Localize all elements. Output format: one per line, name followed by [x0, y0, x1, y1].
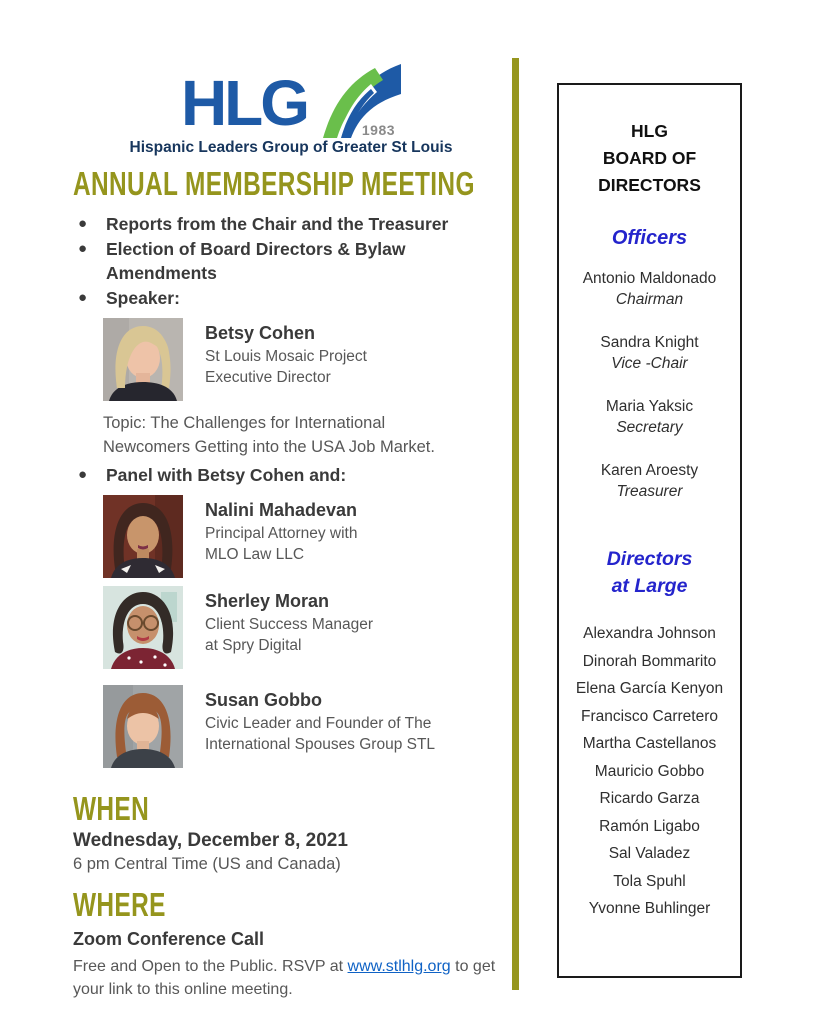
speaker-name: Betsy Cohen	[205, 323, 316, 343]
officer-entry	[559, 268, 740, 310]
agenda-item-text: Election of Board Directors & Bylaw	[106, 239, 406, 259]
director-name: Tola Spuhl	[613, 872, 686, 890]
officer-title: Secretary	[616, 419, 683, 436]
vertical-divider	[512, 58, 519, 990]
officer-name: Sandra Knight	[600, 334, 699, 351]
speaker-row	[103, 318, 509, 401]
event-date: Wednesday, December 8, 2021	[73, 830, 348, 851]
director-name: Dinorah Bommarito	[582, 652, 717, 670]
panel-heading-text: Panel with Betsy Cohen and:	[106, 465, 347, 485]
panelist-name: Susan Gobbo	[205, 690, 322, 710]
panelist-row	[103, 495, 509, 578]
director-name: Alexandra Johnson	[583, 625, 716, 642]
board-panel	[557, 83, 742, 978]
event-method: Zoom Conference Call	[73, 929, 265, 949]
agenda-item	[73, 237, 509, 285]
officer-name: Maria Yaksic	[605, 398, 694, 415]
panelist-role: International Spouses Group STL	[205, 736, 436, 753]
panelist-row	[103, 586, 509, 669]
agenda-item	[73, 286, 509, 310]
officer-title: Chairman	[615, 291, 684, 308]
agenda-list	[73, 212, 509, 310]
officer-entry	[559, 460, 740, 502]
rsvp-link[interactable]: www.stlhlg.org	[347, 958, 451, 975]
panelist-name: Nalini Mahadevan	[205, 500, 358, 520]
officer-name: Antonio Maldonado	[582, 270, 717, 287]
panelist-role: Principal Attorney with	[205, 524, 358, 542]
panel-heading-item	[73, 463, 509, 487]
when-heading: WHEN	[73, 790, 150, 827]
officer-entry	[559, 332, 740, 374]
bullet-dot-icon: ●	[78, 289, 88, 306]
panelist-role: Civic Leader and Founder of The	[205, 714, 432, 732]
agenda-item-text: Amendments	[106, 263, 217, 283]
officer-name: Karen Aroesty	[600, 462, 699, 479]
board-title: HLG BOARD OF DIRECTORS	[598, 121, 701, 195]
director-name: Mauricio Gobbo	[594, 762, 705, 780]
director-name: Ramón Ligabo	[599, 817, 700, 835]
where-heading: WHERE	[73, 886, 166, 923]
agenda-item	[73, 212, 509, 236]
title-block	[73, 165, 509, 202]
logo-swoosh-icon	[305, 60, 401, 138]
director-name: Elena García Kenyon	[575, 680, 724, 697]
logo-year: 1983	[361, 122, 396, 138]
sherley-moran-photo	[103, 586, 183, 669]
panelist-name: Sherley Moran	[205, 591, 330, 611]
director-name: Yvonne Buhlinger	[588, 900, 711, 917]
main-column	[73, 60, 509, 1001]
panelist-row	[103, 685, 509, 768]
director-name: Martha Castellanos	[582, 735, 717, 752]
bullet-dot-icon: ●	[78, 240, 88, 257]
officer-title: Vice -Chair	[611, 355, 688, 372]
agenda-item-text: Speaker:	[106, 288, 180, 308]
speaker-role: St Louis Mosaic Project	[205, 347, 367, 365]
speaker-role: Executive Director	[205, 369, 331, 386]
topic-text: Topic: The Challenges for International Newcomers Getting into the USA Job Market.	[103, 414, 435, 456]
bullet-dot-icon: ●	[78, 466, 88, 483]
agenda-item-text: Reports from the Chair and the Treasurer	[106, 214, 449, 234]
rsvp-text: Free and Open to the Public. RSVP at www.stlhlg.org to get your link to this online meeting.	[73, 958, 496, 998]
susan-gobbo-photo	[103, 685, 183, 768]
panelist-role: at Spry Digital	[205, 637, 302, 654]
director-name: Sal Valadez	[608, 845, 691, 862]
bullet-dot-icon: ●	[78, 215, 88, 232]
logo-tagline: Hispanic Leaders Group of Greater St Louis	[129, 139, 453, 156]
officer-title: Treasurer	[616, 483, 683, 500]
logo-row	[181, 60, 401, 138]
panelist-role: Client Success Manager	[205, 615, 373, 633]
director-name: Francisco Carretero	[581, 707, 718, 725]
nalini-mahadevan-photo	[103, 495, 183, 578]
officers-heading: Officers	[611, 227, 688, 249]
logo-acronym: HLG	[180, 67, 308, 139]
directors-heading: Directors at Large	[606, 548, 693, 597]
event-time: 6 pm Central Time (US and Canada)	[73, 855, 341, 873]
directors-list	[559, 620, 740, 923]
betsy-cohen-photo	[103, 318, 183, 401]
officer-entry	[559, 396, 740, 438]
when-section	[73, 790, 509, 874]
hlg-logo	[73, 60, 509, 157]
director-name: Ricardo Garza	[599, 790, 700, 807]
page-title: ANNUAL MEMBERSHIP MEETING	[73, 165, 475, 202]
panelist-role: MLO Law LLC	[205, 546, 305, 563]
where-section	[73, 886, 509, 1001]
